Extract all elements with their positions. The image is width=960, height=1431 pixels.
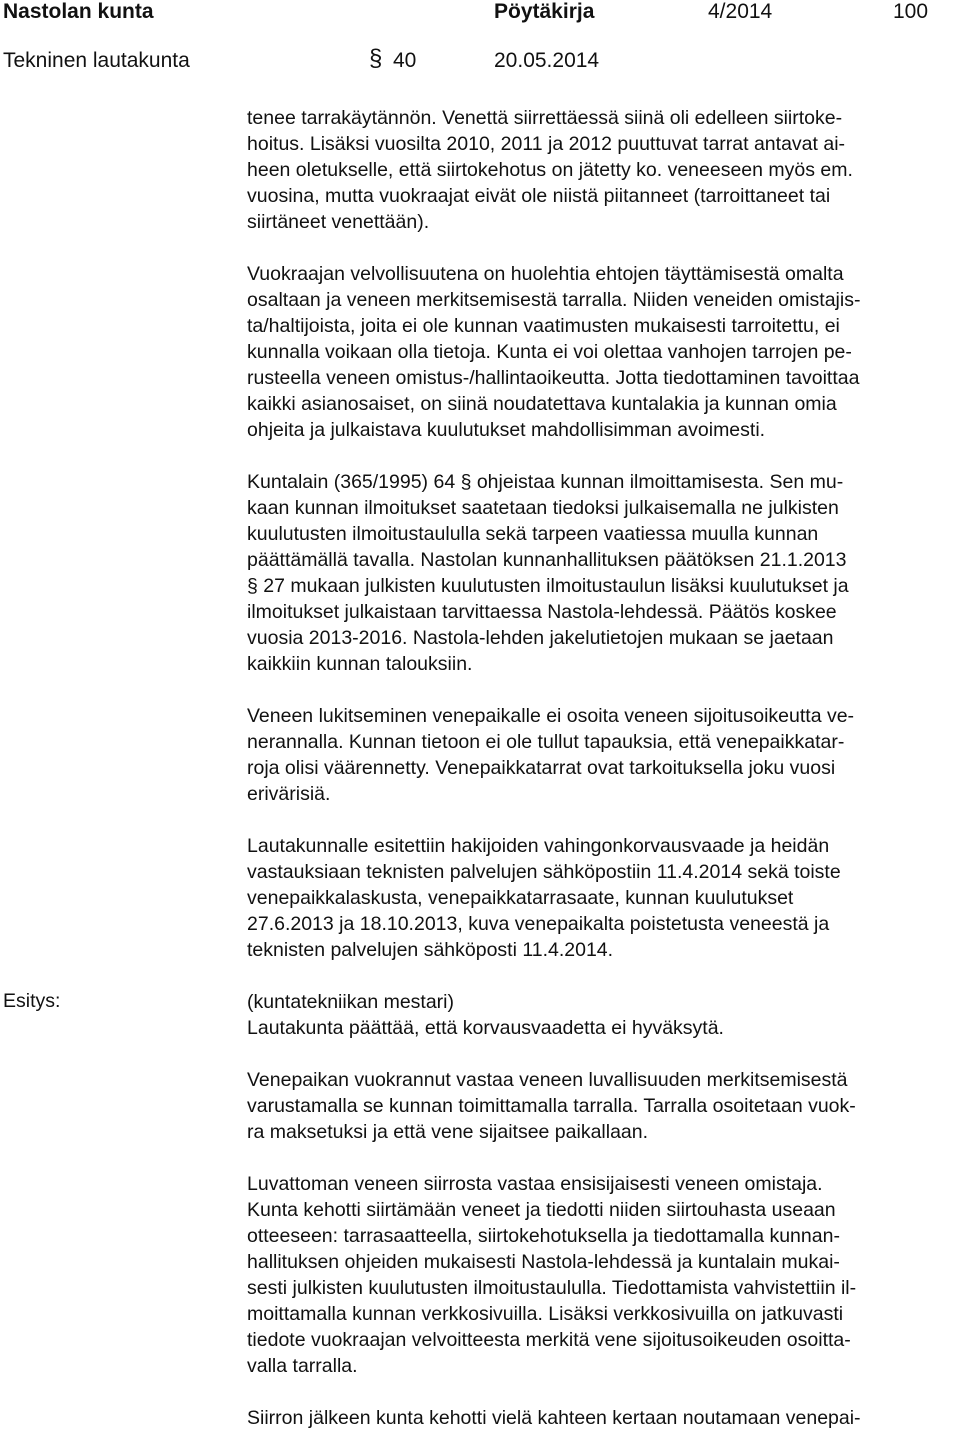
text-line: Lautakunnalle esitettiin hakijoiden vahingonkorvausvaade ja heidän: [247, 835, 830, 857]
text-line: vuosia 2013-2016. Nastola-lehden jakelutietojen mukaan se jaetaan: [247, 627, 834, 649]
text-line: varustamalla se kunnan toimittamalla tarralla. Tarralla osoitetaan vuok-: [247, 1095, 856, 1117]
text-line: Luvattoman veneen siirrosta vastaa ensisijaisesti veneen omistaja.: [247, 1173, 823, 1195]
text-line: hoitus. Lisäksi vuosilta 2010, 2011 ja 2012 puuttuvat tarrat antavat ai-: [247, 133, 846, 155]
paragraph-gap: [247, 807, 959, 833]
text-line: rusteella veneen omistus-/hallintaoikeutta. Jotta tiedottaminen tavoittaa: [247, 367, 860, 389]
text-line: (kuntatekniikan mestari): [247, 991, 454, 1013]
text-line: hallituksen ohjeiden mukaisesti Nastola-lehdessä ja kuntalain mukai-: [247, 1251, 840, 1273]
text-line: teknisten palvelujen sähköposti 11.4.2014.: [247, 939, 614, 961]
text-line: valla tarralla.: [247, 1355, 358, 1377]
document-type: Pöytäkirja: [494, 0, 595, 23]
board-name: Tekninen lautakunta: [3, 49, 190, 72]
paragraph: [247, 1405, 959, 1431]
paragraph-gap: [247, 235, 959, 261]
text-line: kaikkiin kunnan talouksiin.: [247, 653, 473, 675]
text-line: ohjeita ja julkaistava kuulutukset mahdollisimman avoimesti.: [247, 419, 766, 441]
text-line: ta/haltijoista, joita ei ole kunnan vaatimusten mukaisesti tarroitettu, ei: [247, 315, 840, 337]
meeting-date: 20.05.2014: [494, 49, 600, 72]
text-line: kaikki asianosaiset, on siinä noudatettava kuntalakia ja kunnan omia: [247, 393, 837, 415]
paragraph: [247, 833, 959, 963]
paragraph-gap: [247, 1145, 959, 1171]
text-line: heen oletukselle, että siirtokehotus on jätetty ko. veneeseen myös em.: [247, 159, 853, 181]
document-body: [247, 105, 959, 1431]
paragraph: [247, 703, 959, 807]
text-line: Venepaikan vuokrannut vastaa veneen luvallisuuden merkitsemisestä: [247, 1069, 848, 1091]
text-line: ilmoitukset julkaistaan tarvittaessa Nastola-lehdessä. Päätös koskee: [247, 601, 837, 623]
text-line: sesti julkisten kuulutusten ilmoitustaululla. Tiedottamista vahvistettiin il-: [247, 1277, 857, 1299]
paragraph-gap: [247, 443, 959, 469]
paragraph: [247, 105, 959, 235]
text-line: kaan kunnan ilmoitukset saatetaan tiedoksi julkaisemalla ne julkisten: [247, 497, 839, 519]
section-mark: §: [369, 45, 383, 72]
text-line: moittamalla kunnan verkkosivuilla. Lisäksi verkkosivuilla on jatkuvasti: [247, 1303, 844, 1325]
paragraph-gap: [247, 1379, 959, 1405]
municipality-name: Nastolan kunta: [3, 0, 154, 23]
text-line: vastauksiaan teknisten palvelujen sähköpostiin 11.4.2014 sekä toiste: [247, 861, 841, 883]
paragraph: [247, 1171, 959, 1379]
document-number: 4/2014: [708, 0, 773, 23]
page-number: 100: [893, 0, 929, 23]
text-line: Siirron jälkeen kunta kehotti vielä kahteen kertaan noutamaan venepai-: [247, 1407, 861, 1429]
text-line: roja olisi väärennetty. Venepaikkatarrat ovat tarkoituksella joku vuosi: [247, 757, 836, 779]
paragraph: [247, 261, 959, 443]
text-line: tenee tarrakäytännön. Venettä siirrettäessä siinä oli edelleen siirtoke-: [247, 107, 843, 129]
text-line: vuosina, mutta vuokraajat eivät ole niistä piitanneet (tarroittaneet tai: [247, 185, 831, 207]
paragraph-gap: [247, 963, 959, 989]
text-line: venepaikkalaskusta, venepaikkatarrasaate, kunnan kuulutukset: [247, 887, 794, 909]
text-line: otteeseen: tarrasaatteella, siirtokehotuksella ja tiedottamalla kunnan-: [247, 1225, 840, 1247]
text-line: nerannalla. Kunnan tietoon ei ole tullut tapauksia, että venepaikkatar-: [247, 731, 845, 753]
proposal-label: Esitys:: [3, 990, 61, 1012]
text-line: Lautakunta päättää, että korvausvaadetta ei hyväksytä.: [247, 1017, 724, 1039]
text-line: ra maksetuksi ja että vene sijaitsee paikallaan.: [247, 1121, 649, 1143]
text-line: Veneen lukitseminen venepaikalle ei osoita veneen sijoitusoikeutta ve-: [247, 705, 855, 727]
text-line: osaltaan ja veneen merkitsemisestä tarralla. Niiden veneiden omistajis-: [247, 289, 861, 311]
text-line: kunnalla voikaan olla tietoja. Kunta ei voi olettaa vanhojen tarrojen pe-: [247, 341, 852, 363]
text-line: erivärisiä.: [247, 783, 331, 805]
text-line: siirtäneet venettään).: [247, 211, 430, 233]
section-number: 40: [393, 49, 417, 72]
paragraph-gap: [247, 677, 959, 703]
paragraph: [247, 989, 959, 1041]
text-line: Kunta kehotti siirtämään veneet ja tiedotti niiden siirtouhasta useaan: [247, 1199, 836, 1221]
text-line: § 27 mukaan julkisten kuulutusten ilmoitustaulun lisäksi kuulutukset ja: [247, 575, 849, 597]
paragraph: [247, 469, 959, 677]
text-line: tiedote vuokraajan velvoitteesta merkitä vene sijoitusoikeuden osoitta-: [247, 1329, 851, 1351]
text-line: Vuokraajan velvollisuutena on huolehtia ehtojen täyttämisestä omalta: [247, 263, 844, 285]
text-line: 27.6.2013 ja 18.10.2013, kuva venepaikalta poistetusta veneestä ja: [247, 913, 830, 935]
text-line: Kuntalain (365/1995) 64 § ohjeistaa kunnan ilmoittamisesta. Sen mu-: [247, 471, 844, 493]
text-line: päättämällä tavalla. Nastolan kunnanhallituksen päätöksen 21.1.2013: [247, 549, 847, 571]
text-line: kuulutusten ilmoitustaululla sekä tarpeen vaatiessa muulla kunnan: [247, 523, 819, 545]
paragraph: [247, 1067, 959, 1145]
paragraph-gap: [247, 1041, 959, 1067]
